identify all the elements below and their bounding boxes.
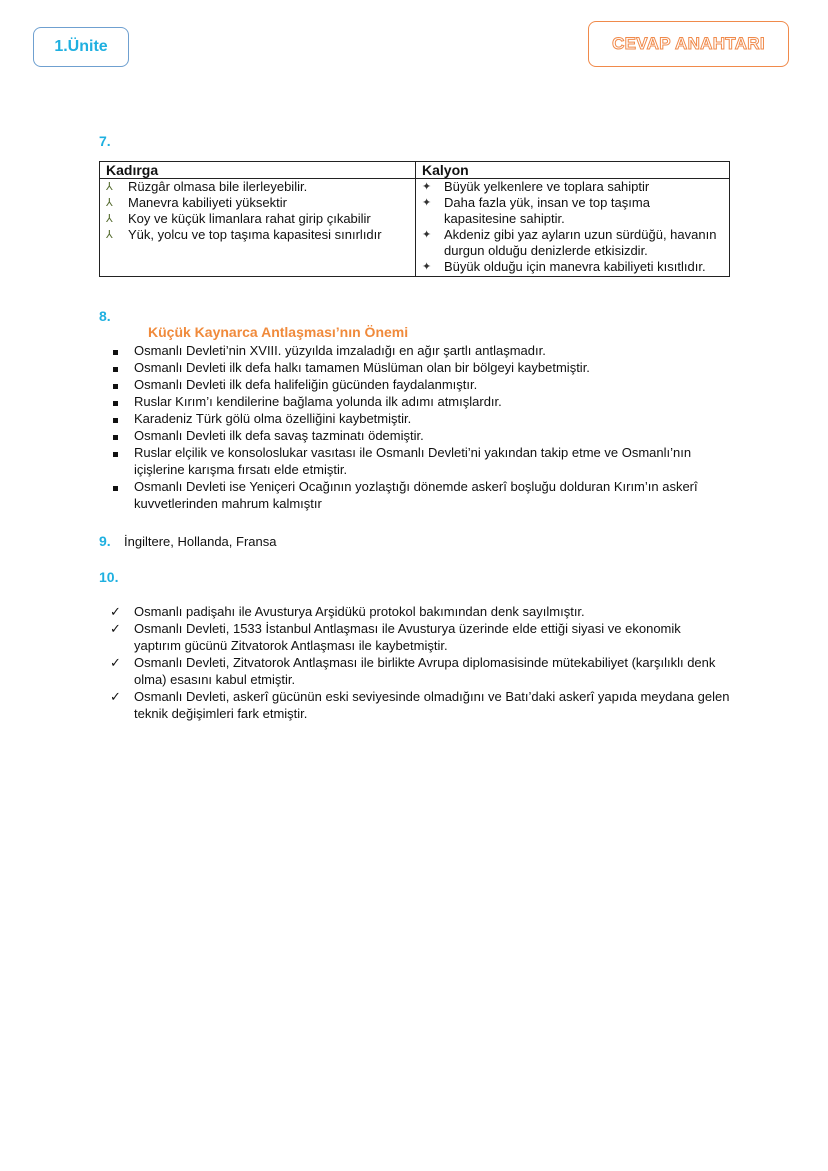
anchor-bullet-icon: ⅄ — [106, 229, 113, 241]
list-item-text: Osmanlı Devleti, Zitvatorok Antlaşması ile birlikte Avrupa diplomasisinde mütekabiliyet (karşılıklı denk olma) esasını kabul etmiştir. — [134, 655, 716, 687]
square-bullet-icon — [110, 427, 134, 444]
list-item-text: Osmanlı Devleti, 1533 İstanbul Antlaşması ile Avusturya üzerinde elde ettiği siyasi ve ekonomik yaptırım gücünü Zitvatorok Antlaşması ile kaybetmiştir. — [134, 621, 681, 653]
question-7-number: 7. — [99, 133, 111, 149]
unit-badge: 1.Ünite — [33, 27, 129, 67]
checkmark-icon: ✓ — [110, 604, 121, 619]
table-item-text: Manevra kabiliyeti yüksektir — [128, 195, 287, 210]
list-item — [110, 427, 730, 444]
table-item — [106, 195, 409, 211]
question-9-answer: İngiltere, Hollanda, Fransa — [124, 534, 277, 549]
list-item-text: Osmanlı padişahı ile Avusturya Arşidükü protokol bakımından denk sayılmıştır. — [134, 604, 585, 619]
table-item — [422, 259, 723, 275]
list-item-text: Ruslar elçilik ve konsoloslukar vasıtası ile Osmanlı Devleti’ni yakından takip etme ve Osmanlı’nın içişlerine karışma fırsatı elde etmiştir. — [134, 445, 692, 477]
list-item — [110, 410, 730, 427]
square-bullet-icon — [110, 478, 134, 512]
list-item — [110, 342, 730, 359]
anchor-bullet-icon: ⅄ — [106, 197, 113, 209]
square-bullet-icon — [110, 393, 134, 410]
square-bullet-icon — [110, 359, 134, 376]
question-9-number: 9. — [99, 533, 111, 549]
square-bullet-icon — [110, 444, 134, 478]
question-8-number: 8. — [99, 308, 111, 324]
star-bullet-icon: ✦ — [422, 261, 432, 273]
kadirga-cell — [100, 179, 416, 277]
star-bullet-icon: ✦ — [422, 197, 432, 209]
table-item — [106, 211, 409, 227]
list-item — [110, 654, 730, 688]
checkmark-icon: ✓ — [110, 655, 121, 670]
checkmark-icon: ✓ — [110, 621, 121, 636]
answer-key-badge: CEVAP ANAHTARI — [588, 21, 789, 67]
table-item — [422, 195, 723, 227]
table-item — [106, 179, 409, 195]
table-item — [422, 179, 723, 195]
column-header-kadirga: Kadırga — [100, 162, 416, 179]
table-item-text: Koy ve küçük limanlara rahat girip çıkabilir — [128, 211, 371, 226]
table-item — [422, 227, 723, 259]
list-item-text: Osmanlı Devleti ilk defa savaş tazminatı ödemiştir. — [134, 428, 424, 443]
list-item — [110, 603, 730, 620]
list-item — [110, 359, 730, 376]
checkmark-icon: ✓ — [110, 689, 121, 704]
kalyon-cell — [416, 179, 730, 277]
table-item-text: Daha fazla yük, insan ve top taşıma kapasitesine sahiptir. — [444, 195, 650, 226]
anchor-bullet-icon: ⅄ — [106, 213, 113, 225]
list-item-text: Osmanlı Devleti, askerî gücünün eski seviyesinde olmadığını ve Batı’daki askerî yapıda meydana gelen teknik değişimleri fark etmiştir. — [134, 689, 730, 721]
column-header-kalyon: Kalyon — [416, 162, 730, 179]
list-item-text: Karadeniz Türk gölü olma özelliğini kaybetmiştir. — [134, 411, 412, 426]
ship-comparison-table — [99, 161, 730, 277]
star-bullet-icon: ✦ — [422, 229, 432, 241]
list-item — [110, 444, 730, 478]
table-item-text: Rüzgâr olmasa bile ilerleyebilir. — [128, 179, 308, 194]
list-item — [110, 620, 730, 654]
anchor-bullet-icon: ⅄ — [106, 181, 113, 193]
table-item-text: Akdeniz gibi yaz ayların uzun sürdüğü, havanın durgun olduğu denizlerde etkisizdir. — [444, 227, 717, 258]
table-item-text: Büyük olduğu için manevra kabiliyeti kısıtlıdır. — [444, 259, 706, 274]
star-bullet-icon: ✦ — [422, 181, 432, 193]
table-item — [106, 227, 409, 243]
list-item-text: Osmanlı Devleti ilk defa halifeliğin gücünden faydalanmıştır. — [134, 377, 478, 392]
list-item-text: Osmanlı Devleti’nin XVIII. yüzyılda imzaladığı en ağır şartlı antlaşmadır. — [134, 343, 546, 358]
question-10-number: 10. — [99, 569, 119, 585]
question-10-list — [110, 603, 730, 722]
square-bullet-icon — [110, 342, 134, 359]
list-item — [110, 478, 730, 512]
list-item-text: Osmanlı Devleti ilk defa halkı tamamen Müslüman olan bir bölgeyi kaybetmiştir. — [134, 360, 590, 375]
question-8-list — [110, 342, 730, 512]
square-bullet-icon — [110, 376, 134, 393]
list-item — [110, 376, 730, 393]
table-item-text: Büyük yelkenlere ve toplara sahiptir — [444, 179, 650, 194]
question-8-heading: Küçük Kaynarca Antlaşması’nın Önemi — [148, 324, 409, 340]
list-item-text: Osmanlı Devleti ise Yeniçeri Ocağının yozlaştığı dönemde askerî boşluğu dolduran Kırım’ın askerî kuvvetlerinden mahrum kalmıştır — [134, 479, 698, 511]
list-item-text: Ruslar Kırım’ı kendilerine bağlama yolunda ilk adımı atmışlardır. — [134, 394, 502, 409]
list-item — [110, 688, 730, 722]
table-item-text: Yük, yolcu ve top taşıma kapasitesi sınırlıdır — [128, 227, 382, 242]
square-bullet-icon — [110, 410, 134, 427]
list-item — [110, 393, 730, 410]
